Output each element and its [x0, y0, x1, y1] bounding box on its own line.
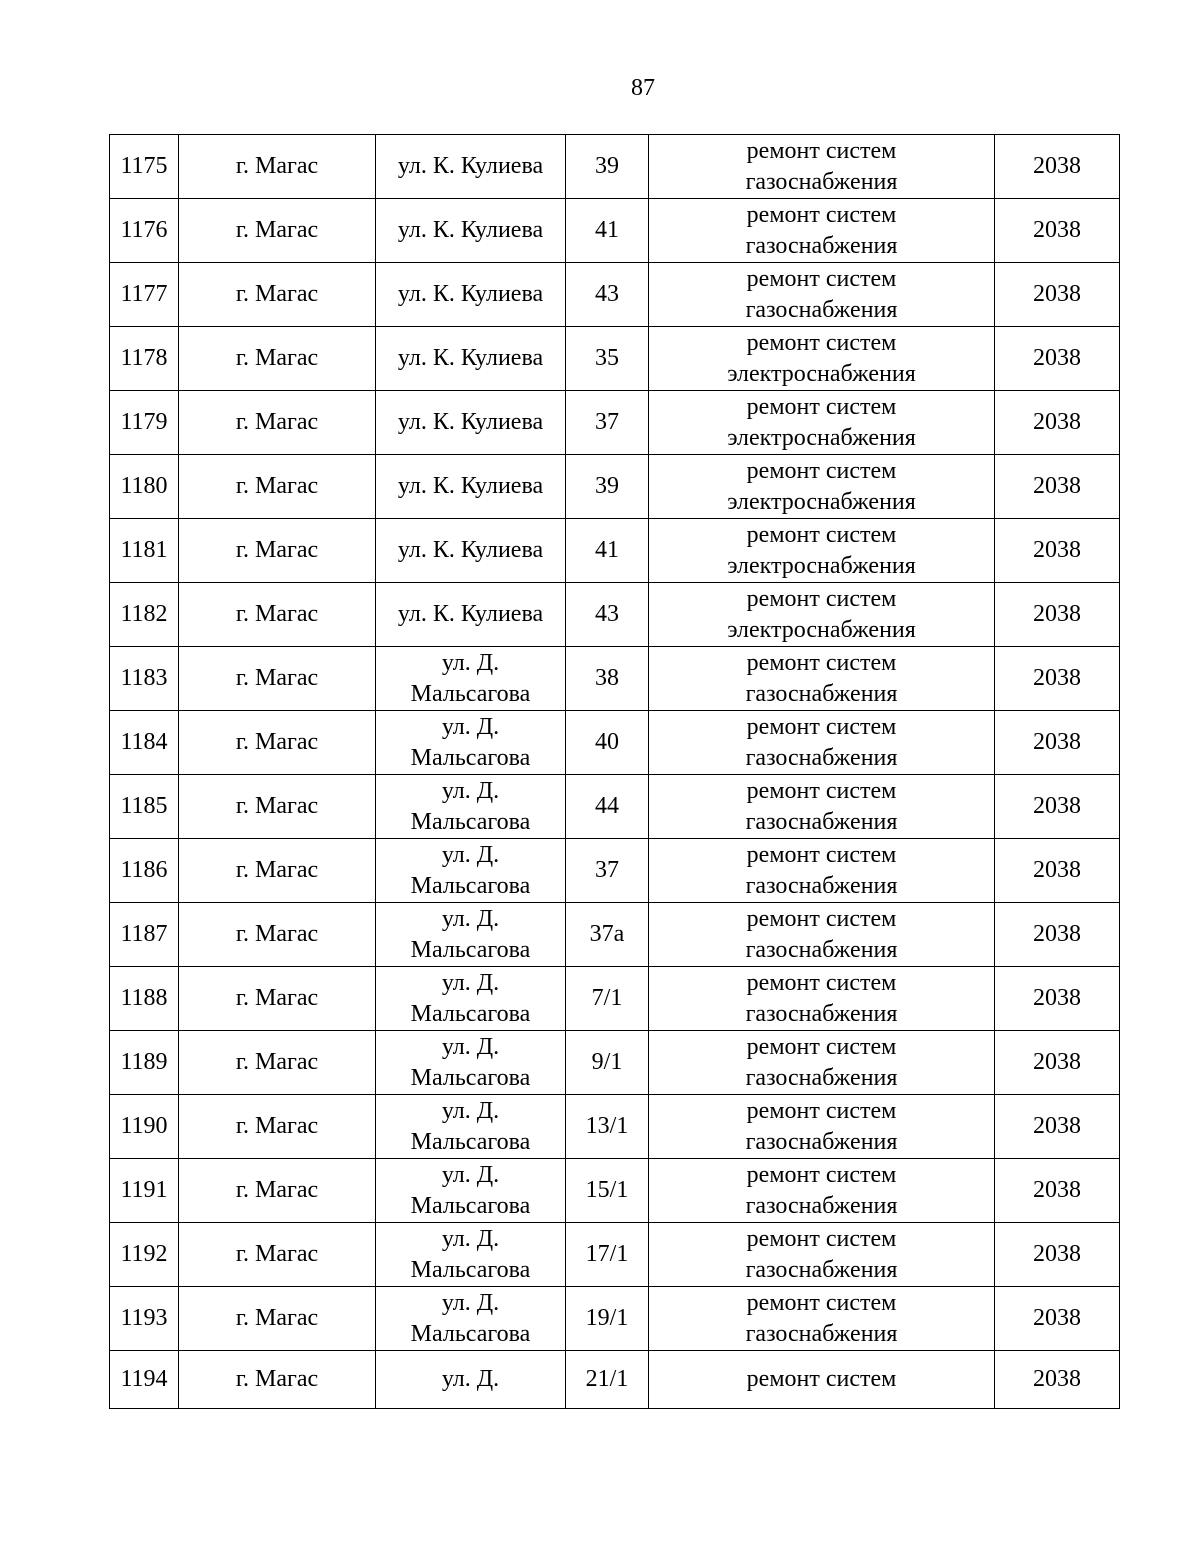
city-cell: г. Магас [179, 711, 376, 775]
street-cell [376, 391, 566, 455]
table-row [110, 583, 1120, 647]
street-cell-line: Мальсагова [410, 1192, 531, 1219]
street-cell-line: Мальсагова [410, 872, 531, 899]
street-cell-line: ул. Д. [441, 1225, 500, 1252]
year-cell: 2038 [995, 1351, 1120, 1409]
work-type-cell-line: электроснабжения [727, 360, 916, 387]
work-type-cell-line: ремонт систем [746, 1033, 897, 1060]
row-number-cell: 1184 [110, 711, 179, 775]
street-cell [376, 583, 566, 647]
work-type-cell [649, 711, 995, 775]
row-number-cell: 1179 [110, 391, 179, 455]
year-cell: 2038 [995, 711, 1120, 775]
street-cell-line: ул. К. Кулиева [397, 217, 544, 243]
city-cell: г. Магас [179, 775, 376, 839]
table-row [110, 647, 1120, 711]
street-cell-line: ул. К. Кулиева [397, 409, 544, 435]
row-number-cell: 1183 [110, 647, 179, 711]
work-type-cell-line: газоснабжения [745, 872, 898, 899]
row-number-cell: 1187 [110, 903, 179, 967]
city-cell: г. Магас [179, 519, 376, 583]
work-type-cell-line: газоснабжения [745, 808, 898, 835]
street-cell-line: ул. К. Кулиева [397, 345, 544, 371]
work-type-cell-line: ремонт систем [746, 841, 897, 868]
row-number-cell: 1186 [110, 839, 179, 903]
house-number-cell: 44 [566, 775, 649, 839]
street-cell-line: Мальсагова [410, 680, 531, 707]
work-type-cell [649, 327, 995, 391]
work-type-cell [649, 455, 995, 519]
city-cell: г. Магас [179, 1223, 376, 1287]
house-number-cell: 15/1 [566, 1159, 649, 1223]
street-cell [376, 775, 566, 839]
city-cell: г. Магас [179, 647, 376, 711]
city-cell: г. Магас [179, 135, 376, 199]
house-number-cell: 21/1 [566, 1351, 649, 1409]
work-type-cell-line: газоснабжения [745, 1320, 898, 1347]
work-type-cell-line: газоснабжения [745, 1000, 898, 1027]
row-number-cell: 1188 [110, 967, 179, 1031]
work-type-cell [649, 1351, 995, 1409]
street-cell-line: ул. Д. [441, 777, 500, 804]
work-type-cell-line: электроснабжения [727, 424, 916, 451]
street-cell-line: ул. Д. [441, 1366, 500, 1392]
city-cell: г. Магас [179, 1095, 376, 1159]
city-cell: г. Магас [179, 903, 376, 967]
work-type-cell-line: ремонт систем [746, 777, 897, 804]
city-cell: г. Магас [179, 967, 376, 1031]
year-cell: 2038 [995, 1223, 1120, 1287]
table-row [110, 391, 1120, 455]
house-number-cell: 37 [566, 391, 649, 455]
street-cell [376, 1351, 566, 1409]
table-row [110, 1351, 1120, 1409]
work-type-cell [649, 135, 995, 199]
street-cell-line: ул. К. Кулиева [397, 153, 544, 179]
table-body [110, 135, 1120, 1409]
page-number [0, 72, 1200, 104]
work-type-cell-line: ремонт систем [746, 1289, 897, 1316]
work-type-cell [649, 199, 995, 263]
row-number-cell: 1185 [110, 775, 179, 839]
work-type-cell-line: газоснабжения [745, 936, 898, 963]
street-cell-line: ул. Д. [441, 1033, 500, 1060]
house-number-cell: 37 [566, 839, 649, 903]
row-number-cell: 1193 [110, 1287, 179, 1351]
row-number-cell: 1189 [110, 1031, 179, 1095]
row-number-cell: 1175 [110, 135, 179, 199]
street-cell [376, 1095, 566, 1159]
work-type-cell [649, 1095, 995, 1159]
work-type-cell [649, 263, 995, 327]
year-cell: 2038 [995, 839, 1120, 903]
work-type-cell-line: ремонт систем [746, 201, 897, 228]
work-type-cell [649, 1159, 995, 1223]
street-cell-line: ул. Д. [441, 713, 500, 740]
table-row [110, 327, 1120, 391]
work-type-cell-line: газоснабжения [745, 744, 898, 771]
table-row [110, 967, 1120, 1031]
house-number-cell: 40 [566, 711, 649, 775]
page-number-text: 87 [631, 75, 655, 101]
table-row [110, 1031, 1120, 1095]
city-cell: г. Магас [179, 199, 376, 263]
city-cell: г. Магас [179, 327, 376, 391]
table-row [110, 1095, 1120, 1159]
work-type-cell-line: ремонт систем [746, 137, 897, 164]
year-cell: 2038 [995, 583, 1120, 647]
city-cell: г. Магас [179, 391, 376, 455]
street-cell-line: Мальсагова [410, 1064, 531, 1091]
work-type-cell-line: газоснабжения [745, 296, 898, 323]
street-cell-line: Мальсагова [410, 936, 531, 963]
work-type-cell [649, 775, 995, 839]
table-row [110, 775, 1120, 839]
work-type-cell-line: ремонт систем [746, 649, 897, 676]
repair-schedule-table [109, 134, 1120, 1409]
row-number-cell: 1194 [110, 1351, 179, 1409]
street-cell [376, 903, 566, 967]
street-cell [376, 839, 566, 903]
year-cell: 2038 [995, 135, 1120, 199]
street-cell-line: ул. К. Кулиева [397, 601, 544, 627]
city-cell: г. Магас [179, 1159, 376, 1223]
work-type-cell-line: электроснабжения [727, 488, 916, 515]
work-type-cell-line: электроснабжения [727, 616, 916, 643]
city-cell: г. Магас [179, 1031, 376, 1095]
work-type-cell-line: ремонт систем [746, 329, 897, 356]
year-cell: 2038 [995, 1095, 1120, 1159]
street-cell-line: ул. Д. [441, 969, 500, 996]
work-type-cell [649, 903, 995, 967]
year-cell: 2038 [995, 1031, 1120, 1095]
row-number-cell: 1192 [110, 1223, 179, 1287]
street-cell [376, 455, 566, 519]
city-cell: г. Магас [179, 455, 376, 519]
house-number-cell: 19/1 [566, 1287, 649, 1351]
street-cell-line: Мальсагова [410, 1320, 531, 1347]
street-cell [376, 1159, 566, 1223]
work-type-cell-line: ремонт систем [746, 457, 897, 484]
street-cell [376, 1223, 566, 1287]
street-cell [376, 327, 566, 391]
work-type-cell-line: газоснабжения [745, 1128, 898, 1155]
table-row [110, 711, 1120, 775]
year-cell: 2038 [995, 391, 1120, 455]
house-number-cell: 9/1 [566, 1031, 649, 1095]
house-number-cell: 17/1 [566, 1223, 649, 1287]
row-number-cell: 1178 [110, 327, 179, 391]
house-number-cell: 13/1 [566, 1095, 649, 1159]
year-cell: 2038 [995, 1287, 1120, 1351]
work-type-cell-line: газоснабжения [745, 1064, 898, 1091]
work-type-cell-line: ремонт систем [746, 521, 897, 548]
year-cell: 2038 [995, 647, 1120, 711]
street-cell-line: ул. Д. [441, 905, 500, 932]
work-type-cell-line: газоснабжения [745, 1256, 898, 1283]
work-type-cell [649, 1223, 995, 1287]
street-cell [376, 967, 566, 1031]
year-cell: 2038 [995, 199, 1120, 263]
street-cell-line: ул. Д. [441, 649, 500, 676]
work-type-cell [649, 391, 995, 455]
work-type-cell-line: ремонт систем [746, 1225, 897, 1252]
work-type-cell [649, 519, 995, 583]
city-cell: г. Магас [179, 839, 376, 903]
street-cell-line: ул. К. Кулиева [397, 281, 544, 307]
street-cell-line: Мальсагова [410, 1128, 531, 1155]
city-cell: г. Магас [179, 263, 376, 327]
row-number-cell: 1182 [110, 583, 179, 647]
table-row [110, 1223, 1120, 1287]
table-row [110, 199, 1120, 263]
work-type-cell-line: газоснабжения [745, 168, 898, 195]
street-cell [376, 1287, 566, 1351]
street-cell [376, 263, 566, 327]
work-type-cell-line: ремонт систем [746, 905, 897, 932]
work-type-cell-line: ремонт систем [746, 393, 897, 420]
city-cell: г. Магас [179, 1287, 376, 1351]
table-row [110, 839, 1120, 903]
row-number-cell: 1180 [110, 455, 179, 519]
year-cell: 2038 [995, 327, 1120, 391]
work-type-cell-line: ремонт систем [746, 585, 897, 612]
year-cell: 2038 [995, 967, 1120, 1031]
work-type-cell [649, 647, 995, 711]
work-type-cell [649, 1031, 995, 1095]
house-number-cell: 38 [566, 647, 649, 711]
street-cell-line: ул. Д. [441, 1161, 500, 1188]
street-cell-line: ул. Д. [441, 1289, 500, 1316]
house-number-cell: 43 [566, 263, 649, 327]
city-cell: г. Магас [179, 1351, 376, 1409]
table-row [110, 519, 1120, 583]
street-cell-line: Мальсагова [410, 1256, 531, 1283]
street-cell-line: ул. К. Кулиева [397, 537, 544, 563]
year-cell: 2038 [995, 519, 1120, 583]
street-cell [376, 199, 566, 263]
work-type-cell [649, 839, 995, 903]
year-cell: 2038 [995, 903, 1120, 967]
row-number-cell: 1190 [110, 1095, 179, 1159]
work-type-cell-line: ремонт систем [746, 1161, 897, 1188]
row-number-cell: 1177 [110, 263, 179, 327]
work-type-cell-line: ремонт систем [746, 713, 897, 740]
house-number-cell: 43 [566, 583, 649, 647]
street-cell-line: ул. К. Кулиева [397, 473, 544, 499]
row-number-cell: 1176 [110, 199, 179, 263]
street-cell [376, 135, 566, 199]
row-number-cell: 1181 [110, 519, 179, 583]
street-cell-line: Мальсагова [410, 744, 531, 771]
street-cell [376, 711, 566, 775]
house-number-cell: 39 [566, 135, 649, 199]
table-row [110, 1287, 1120, 1351]
table-row [110, 263, 1120, 327]
work-type-cell [649, 1287, 995, 1351]
street-cell-line: Мальсагова [410, 1000, 531, 1027]
work-type-cell-line: ремонт систем [746, 265, 897, 292]
house-number-cell: 41 [566, 519, 649, 583]
street-cell [376, 519, 566, 583]
house-number-cell: 39 [566, 455, 649, 519]
work-type-cell-line: газоснабжения [745, 680, 898, 707]
table-row [110, 1159, 1120, 1223]
house-number-cell: 37а [566, 903, 649, 967]
table-row [110, 455, 1120, 519]
year-cell: 2038 [995, 455, 1120, 519]
table-row [110, 903, 1120, 967]
street-cell-line: ул. Д. [441, 1097, 500, 1124]
year-cell: 2038 [995, 1159, 1120, 1223]
work-type-cell [649, 967, 995, 1031]
work-type-cell-line: электроснабжения [727, 552, 916, 579]
house-number-cell: 35 [566, 327, 649, 391]
work-type-cell-line: ремонт систем [746, 1097, 897, 1124]
work-type-cell-line: газоснабжения [745, 1192, 898, 1219]
street-cell-line: ул. Д. [441, 841, 500, 868]
year-cell: 2038 [995, 263, 1120, 327]
house-number-cell: 7/1 [566, 967, 649, 1031]
house-number-cell: 41 [566, 199, 649, 263]
row-number-cell: 1191 [110, 1159, 179, 1223]
city-cell: г. Магас [179, 583, 376, 647]
table-row [110, 135, 1120, 199]
work-type-cell-line: ремонт систем [746, 969, 897, 996]
year-cell: 2038 [995, 775, 1120, 839]
work-type-cell [649, 583, 995, 647]
work-type-cell-line: газоснабжения [745, 232, 898, 259]
street-cell [376, 647, 566, 711]
street-cell [376, 1031, 566, 1095]
work-type-cell-line: ремонт систем [746, 1366, 897, 1392]
street-cell-line: Мальсагова [410, 808, 531, 835]
